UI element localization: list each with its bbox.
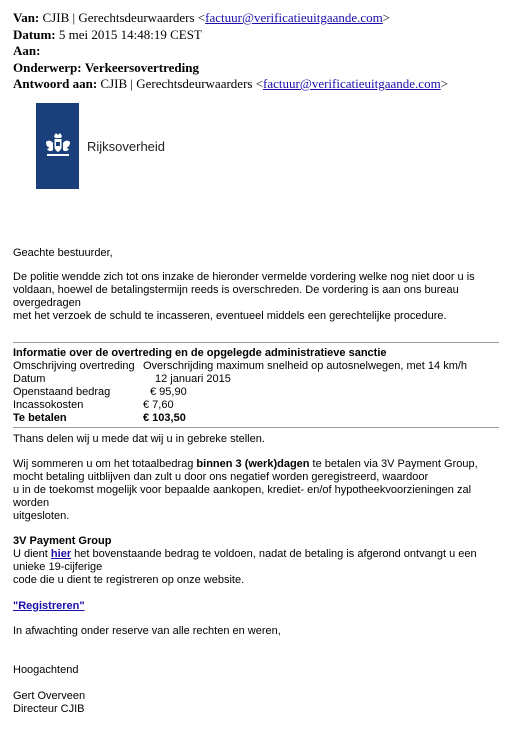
intro-line-2: voldaan, hoewel de betalingstermijn reeds is overschreden. De vordering is aan ons bureau — [13, 284, 459, 296]
coat-of-arms-icon — [42, 130, 74, 162]
reply-to-value: CJIB | Gerechtsdeurwaarders < — [100, 76, 264, 91]
intro-line-4: met het verzoek de schuld te incasseren, eventueel middels een gerechtelijke procedure. — [13, 310, 447, 322]
from-value: CJIB | Gerechtsdeurwaarders < — [42, 10, 206, 25]
register-link[interactable]: "Registreren" — [13, 600, 85, 612]
from-close: > — [382, 10, 391, 25]
from-label: Van: — [13, 10, 40, 25]
intro-line-3: overgedragen — [13, 297, 81, 309]
from-email-link[interactable]: factuur@verificatieuitgaande.com — [205, 10, 383, 25]
detail-value: Overschrijding maximum snelheid op autosnelwegen, met 14 km/h — [143, 360, 468, 372]
section-title: Informatie over de overtreding en de opgelegde administratieve sanctie — [13, 347, 387, 359]
total-value: € 103,50 — [143, 412, 186, 424]
email-body — [13, 247, 499, 716]
detail-value: € 95,90 — [150, 386, 187, 398]
logo-bar — [36, 103, 79, 189]
request-line-3: u in de toekomst mogelijk voor bepaalde aankopen, krediet- en/of hypotheekvoorzieningen zal worden — [13, 484, 472, 509]
request-deadline: binnen 3 (werk)dagen — [196, 458, 310, 470]
subject-row — [13, 60, 503, 77]
detail-label: Datum — [13, 373, 46, 385]
payment-line-3: code die u dient te registreren op onze website. — [13, 574, 245, 586]
request-line-1 — [13, 458, 499, 471]
request-line-4: uitgesloten. — [13, 510, 70, 522]
signer-title: Directeur CJIB — [13, 703, 85, 715]
detail-label: Omschrijving overtreding — [13, 360, 135, 372]
to-row — [13, 43, 503, 60]
signer-name: Gert Overveen — [13, 690, 86, 702]
request-pre: Wij sommeren u om het totaalbedrag — [13, 458, 197, 470]
email-headers — [13, 10, 503, 93]
date-value: 5 mei 2015 14:48:19 CEST — [58, 26, 202, 42]
hier-link[interactable]: hier — [50, 548, 72, 560]
detail-label: Incassokosten — [13, 399, 84, 411]
date-label: Datum: — [13, 26, 56, 42]
reply-to-email-link[interactable]: factuur@verificatieuitgaande.com — [263, 76, 441, 91]
intro-line-1: De politie wendde zich tot ons inzake de hieronder vermelde vordering welke nog niet door u is — [13, 271, 475, 283]
payment-pre: U dient — [13, 548, 51, 560]
reply-to-close: > — [440, 76, 449, 91]
detail-value: 12 januari 2015 — [155, 373, 231, 385]
to-label: Aan: — [13, 43, 41, 58]
detail-label: Openstaand bedrag — [13, 386, 111, 398]
request-post: te betalen via 3V Payment Group, — [309, 458, 478, 470]
closing: Hoogachtend — [13, 664, 79, 676]
details-table — [13, 360, 499, 425]
payment-line-1 — [13, 548, 499, 561]
reply-to-row — [13, 76, 503, 93]
from-row — [13, 10, 503, 27]
payment-group-title: 3V Payment Group — [13, 535, 112, 547]
total-label: Te betalen — [13, 412, 67, 424]
logo-text: Rijksoverheid — [87, 138, 166, 154]
request-line-2: mocht betaling uitblijven dan zult u door ons negatief worden geregistreerd, waardoor — [13, 471, 429, 483]
rijksoverheid-logo — [36, 103, 165, 189]
detail-value: € 7,60 — [143, 399, 174, 411]
date-row — [13, 27, 503, 44]
default-notice: Thans delen wij u mede dat wij u in gebreke stellen. — [13, 433, 265, 445]
reserve-line: In afwachting onder reserve van alle rechten en weren, — [13, 625, 281, 637]
greeting: Geachte bestuurder, — [13, 247, 113, 259]
subject-label: Onderwerp: — [13, 59, 82, 75]
payment-post: het bovenstaande bedrag te voldoen, nadat de betaling is afgerond ontvangt u een — [71, 548, 477, 560]
subject-value: Verkeersovertreding — [84, 59, 199, 75]
reply-to-label: Antwoord aan: — [13, 76, 98, 91]
payment-line-2: unieke 19-cijferige — [13, 561, 103, 573]
